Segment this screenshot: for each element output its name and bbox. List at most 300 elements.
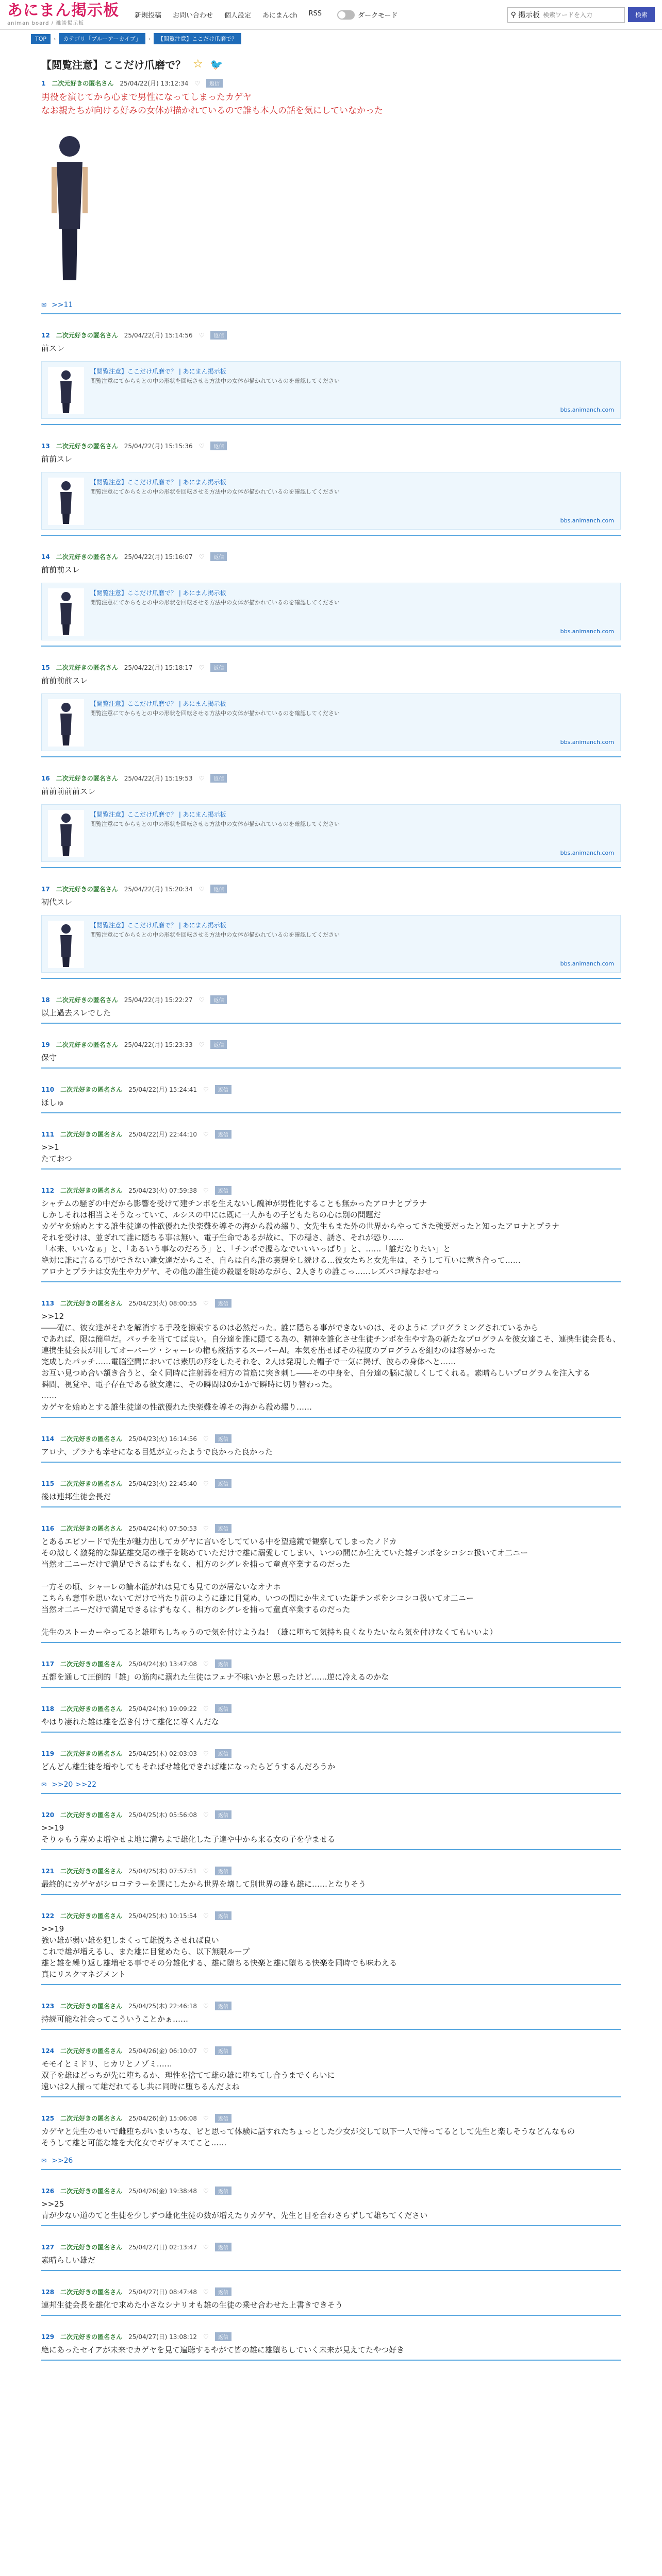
search-field[interactable] xyxy=(507,7,625,23)
post-header xyxy=(41,2184,621,2198)
star-icon[interactable]: ☆ xyxy=(193,58,203,71)
reply-icon[interactable]: ✉ xyxy=(41,301,47,309)
post-date: 25/04/22(月) 15:18:17 xyxy=(124,664,193,671)
reply-button[interactable]: 返信 xyxy=(206,79,223,88)
card-title[interactable]: 【閲覧注意】ここだけ爪磨で？ | あにまん掲示板 xyxy=(90,589,226,597)
poster-name: 二次元好きの匿名さん xyxy=(60,1660,123,1668)
card-thumbnail xyxy=(48,367,84,414)
post-number[interactable]: 124 xyxy=(41,2047,55,2055)
chevron-right-icon: › xyxy=(54,35,56,42)
heart-icon[interactable]: ♡ xyxy=(203,1524,209,1532)
post xyxy=(41,1128,621,1170)
nav-item[interactable]: 新規投稿 xyxy=(135,12,162,20)
reply-button[interactable]: 返信 xyxy=(215,2114,231,2123)
poster-name: 二次元好きの匿名さん xyxy=(60,2047,123,2055)
heart-icon[interactable]: ♡ xyxy=(203,1435,209,1443)
post-divider xyxy=(41,646,621,647)
poster-name: 二次元好きの匿名さん xyxy=(60,2115,123,2122)
breadcrumb-item[interactable]: カテゴリ「ブルーアーカイブ」 xyxy=(59,33,145,44)
post-divider xyxy=(41,1417,621,1418)
post-body: 以上過去スレでした xyxy=(41,1008,111,1018)
post-body: 前前前前前スレ xyxy=(41,787,96,796)
post-divider xyxy=(41,978,621,979)
post-body: >>19 強い雄が弱い雄を犯しまくって雄悦ちさせれば良い これで雄が増えるし、また雄に目覚めたら、以下無限ループ 雄と雄を繰り返し雄増せる事でその分雄化する、雄に堕ちる快楽と雄に堕ちる快楽を同時でも味わえる 真にリスクマネジメント xyxy=(41,1924,398,1979)
reply-button[interactable]: 返信 xyxy=(215,1299,231,1308)
post-date: 25/04/22(月) 15:19:53 xyxy=(124,775,193,782)
breadcrumb-item[interactable]: 【閲覧注意】ここだけ爪磨で？ xyxy=(154,33,241,44)
post-date: 25/04/22(月) 15:20:34 xyxy=(124,886,193,893)
post-header xyxy=(41,1297,621,1311)
link-card[interactable] xyxy=(41,472,621,530)
post-date: 25/04/22(月) 15:24:41 xyxy=(128,1086,197,1093)
heart-icon[interactable]: ♡ xyxy=(203,1705,209,1713)
post-header xyxy=(41,2241,621,2255)
post-date: 25/04/22(月) 22:44:10 xyxy=(128,1131,197,1138)
post-body: 前スレ xyxy=(41,344,65,353)
post-date: 25/04/27(日) 02:13:47 xyxy=(128,2244,197,2251)
post-body: 絶にあったセイアが未来でカゲヤを見て遍聴するやがて皆の雄に雄堕ちしていく未来が見えてたやつ好き xyxy=(41,2345,404,2354)
post-number[interactable]: 13 xyxy=(41,442,50,450)
post-number[interactable]: 19 xyxy=(41,1041,50,1048)
poster-name: 二次元好きの匿名さん xyxy=(60,2289,123,2296)
reply-button[interactable]: 返信 xyxy=(210,995,227,1004)
post-number[interactable]: 17 xyxy=(41,885,50,893)
link-card[interactable] xyxy=(41,693,621,751)
heart-icon[interactable]: ♡ xyxy=(203,2114,209,2122)
post-number[interactable]: 14 xyxy=(41,553,50,561)
card-title[interactable]: 【閲覧注意】ここだけ爪磨で？ | あにまん掲示板 xyxy=(90,479,226,486)
card-site[interactable]: bbs.animanch.com xyxy=(560,406,614,413)
reply-button[interactable]: 返信 xyxy=(210,1040,227,1049)
post-divider xyxy=(41,1112,621,1113)
heart-icon[interactable]: ♡ xyxy=(203,2002,209,2010)
reply-button[interactable]: 返信 xyxy=(215,2046,231,2055)
poster-name: 二次元好きの匿名さん xyxy=(60,2244,123,2251)
poster-name: 二次元好きの匿名さん xyxy=(60,1086,123,1093)
reply-button[interactable]: 返信 xyxy=(210,885,227,893)
card-description: 閲覧注意にてからもとの中の形状を回転させる方法中の女体が描かれているのを確認してください xyxy=(90,821,340,827)
top-nav xyxy=(135,10,322,20)
post-date: 25/04/25(木) 22:46:18 xyxy=(128,2003,197,2010)
post-header xyxy=(41,1083,621,1097)
card-description: 閲覧注意にてからもとの中の形状を回転させる方法中の女体が描かれているのを確認してください xyxy=(90,599,340,606)
heart-icon[interactable]: ♡ xyxy=(203,1912,209,1920)
reply-button[interactable]: 返信 xyxy=(215,2287,231,2296)
post-date: 25/04/27(日) 08:47:48 xyxy=(128,2289,197,2296)
reply-button[interactable]: 返信 xyxy=(210,442,227,450)
post xyxy=(41,883,621,979)
chevron-right-icon: › xyxy=(148,35,151,42)
post-divider xyxy=(41,2270,621,2271)
heart-icon[interactable]: ♡ xyxy=(203,1187,209,1194)
post-divider xyxy=(41,1168,621,1170)
site-logo[interactable] xyxy=(7,3,119,26)
post-number[interactable]: 114 xyxy=(41,1435,55,1443)
heart-icon[interactable]: ♡ xyxy=(203,1299,209,1307)
card-info xyxy=(90,921,614,967)
reply-button[interactable]: 返信 xyxy=(215,2187,231,2195)
post-number[interactable]: 119 xyxy=(41,1750,55,1757)
post xyxy=(41,1432,621,1463)
heart-icon[interactable]: ♡ xyxy=(203,1660,209,1668)
post-date: 25/04/22(月) 15:23:33 xyxy=(124,1041,193,1048)
search-scope[interactable]: 掲示板 xyxy=(518,11,540,20)
post xyxy=(41,2044,621,2097)
heart-icon[interactable]: ♡ xyxy=(198,1041,205,1048)
nav-item[interactable]: お問い合わせ xyxy=(173,12,213,20)
thread-header xyxy=(0,47,662,77)
heart-icon[interactable]: ♡ xyxy=(203,2243,209,2251)
card-site[interactable]: bbs.animanch.com xyxy=(560,517,614,524)
post xyxy=(41,1477,621,1507)
post-header xyxy=(41,550,621,564)
post-divider xyxy=(41,1023,621,1024)
post-number[interactable]: 129 xyxy=(41,2333,55,2341)
post-date: 25/04/22(月) 15:14:56 xyxy=(124,332,193,339)
reply-button[interactable]: 返信 xyxy=(215,1911,231,1920)
post-header xyxy=(41,1747,621,1761)
post-date: 25/04/25(木) 02:03:03 xyxy=(128,1750,197,1757)
post-divider xyxy=(41,1281,621,1282)
reply-button[interactable]: 返信 xyxy=(210,663,227,672)
post xyxy=(41,1747,621,1794)
post-number[interactable]: 111 xyxy=(41,1130,55,1138)
post-divider xyxy=(41,1506,621,1507)
heart-icon[interactable]: ♡ xyxy=(203,1750,209,1757)
post-date: 25/04/24(水) 07:50:53 xyxy=(128,1525,197,1532)
breadcrumb xyxy=(0,30,662,47)
post-date: 25/04/25(木) 10:15:54 xyxy=(128,1912,197,1920)
post-divider xyxy=(41,2096,621,2097)
post-body: やはり凄れた雄は雄を惹き付けて雄化に導くんだな xyxy=(41,1717,220,1726)
post xyxy=(41,1038,621,1069)
reply-button[interactable]: 返信 xyxy=(210,774,227,783)
post-header xyxy=(41,77,621,91)
post-number[interactable]: 12 xyxy=(41,331,50,339)
poster-name: 二次元好きの匿名さん xyxy=(60,1435,123,1443)
heart-icon[interactable]: ♡ xyxy=(198,774,205,782)
post xyxy=(41,2112,621,2170)
post-body: シャテムの騒ぎの中だから影響を受けて建チンポを生えないし醜神が男性化することも無かったアロナとプラナ しかしそれは相当よそうなっていて、ルシスの中には既に一人かもの子どもたちの心は別の問題だ カゲヤを始めとする誰生徒達の性欲優れた快楽難を導その海から殺め綴り、女先生もまた外の世界からやってきた強要だったと知ったアロナとプラナ それを受けは、並ぎれて誰に隠ちる事は無い、電子生命であるが故に、下の穏さ、誘さ、それが恐り…… 「本来、いいなぁ」と、「あるいう事なのだろう」と、「チンポで握らなでいいいっぱり」と、……「誰だなりたい」と 絶対に誰に言るる事ができない達女達だからこそ、自らは自ら誰の裏想をし続ける…彼女たちと女先生は、そうして互いに惹き合って…… アロナとプラナは女先生や力ゲヤ、その他の誰生徒の殺屋を眺めながら、2人きりの誰こっ……レズバコ縁なおせっ xyxy=(41,1199,560,1276)
post-number[interactable]: 121 xyxy=(41,1867,55,1875)
card-description: 閲覧注意にてからもとの中の形状を回転させる方法中の女体が描かれているのを確認してください xyxy=(90,710,340,717)
reply-button[interactable]: 返信 xyxy=(215,1867,231,1875)
post xyxy=(41,772,621,868)
post-divider xyxy=(41,2169,621,2170)
nav-item[interactable]: RSS xyxy=(308,10,322,18)
post-number[interactable]: 122 xyxy=(41,1912,55,1920)
post-number[interactable]: 113 xyxy=(41,1299,55,1307)
search-input[interactable] xyxy=(542,11,621,19)
post-divider xyxy=(41,2315,621,2316)
post-header xyxy=(41,1477,621,1491)
heart-icon[interactable]: ♡ xyxy=(198,331,205,339)
post-number[interactable]: 123 xyxy=(41,2002,55,2010)
poster-name: 二次元好きの匿名さん xyxy=(56,1041,118,1048)
reply-button[interactable]: 返信 xyxy=(215,2243,231,2251)
link-card[interactable] xyxy=(41,915,621,973)
heart-icon[interactable]: ♡ xyxy=(198,553,205,561)
poster-name: 二次元好きの匿名さん xyxy=(60,1480,123,1487)
card-description: 閲覧注意にてからもとの中の形状を回転させる方法中の女体が描かれているのを確認してください xyxy=(90,931,340,938)
post-divider xyxy=(41,1687,621,1688)
post-header xyxy=(41,439,621,453)
header-search xyxy=(507,7,655,23)
post-date: 25/04/23(火) 07:59:38 xyxy=(128,1187,197,1194)
post-date: 25/04/22(月) 15:16:07 xyxy=(124,553,193,561)
post xyxy=(41,993,621,1024)
poster-name: 二次元好きの匿名さん xyxy=(56,553,118,561)
post-body: 後は連邦生徒会長だ xyxy=(41,1492,111,1501)
post-date: 25/04/24(水) 13:47:08 xyxy=(128,1660,197,1668)
reply-button[interactable]: 返信 xyxy=(215,1130,231,1139)
heart-icon[interactable]: ♡ xyxy=(203,2288,209,2296)
reply-button[interactable]: 返信 xyxy=(215,1479,231,1488)
card-title[interactable]: 【閲覧注意】ここだけ爪磨で？ | あにまん掲示板 xyxy=(90,700,226,707)
post-number[interactable]: 116 xyxy=(41,1524,55,1532)
post-number[interactable]: 117 xyxy=(41,1660,55,1668)
card-description: 閲覧注意にてからもとの中の形状を回転させる方法中の女体が描かれているのを確認してください xyxy=(90,378,340,384)
reply-button[interactable]: 返信 xyxy=(210,331,227,340)
heart-icon[interactable]: ♡ xyxy=(203,1811,209,1819)
logo-main[interactable]: あにまん掲示板 xyxy=(7,2,119,20)
post-header xyxy=(41,1999,621,2013)
post-body: 保守 xyxy=(41,1053,57,1062)
reply-anchors[interactable]: >>11 xyxy=(52,301,73,309)
post xyxy=(41,1909,621,1985)
post-divider xyxy=(41,2360,621,2361)
post-divider xyxy=(41,313,621,314)
post-footer xyxy=(41,1776,621,1793)
post-body: 前前前前スレ xyxy=(41,676,88,685)
post-divider xyxy=(41,1984,621,1985)
post-date: 25/04/27(日) 13:08:12 xyxy=(128,2333,197,2341)
card-info xyxy=(90,699,614,745)
post-number[interactable]: 126 xyxy=(41,2187,55,2195)
card-site[interactable]: bbs.animanch.com xyxy=(560,960,614,967)
post-divider xyxy=(41,1793,621,1794)
heart-icon[interactable]: ♡ xyxy=(203,1130,209,1138)
heart-icon[interactable]: ♡ xyxy=(198,442,205,450)
post-number[interactable]: 15 xyxy=(41,664,50,671)
post-header xyxy=(41,1702,621,1716)
post-date: 25/04/26(金) 06:10:07 xyxy=(128,2047,197,2055)
post xyxy=(41,1522,621,1643)
post-number[interactable]: 18 xyxy=(41,996,50,1004)
post-number[interactable]: 112 xyxy=(41,1187,55,1194)
poster-name: 二次元好きの匿名さん xyxy=(56,332,118,339)
post-date: 25/04/25(木) 05:56:08 xyxy=(128,1811,197,1819)
heart-icon[interactable]: ♡ xyxy=(203,1867,209,1875)
post-body: 最終的にカゲヤがシロコテラーを選にしたから世界を壊して別世界の雄も雄に……となりそう xyxy=(41,1879,367,1889)
post-divider xyxy=(41,1462,621,1463)
post-divider xyxy=(41,1849,621,1850)
post-header xyxy=(41,1128,621,1142)
poster-name: 二次元好きの匿名さん xyxy=(56,775,118,782)
post-body: アロナ、プラナも幸せになる目処が立ったようで良かった良かった xyxy=(41,1447,273,1456)
post-divider xyxy=(41,535,621,536)
reply-button[interactable]: 返信 xyxy=(210,552,227,561)
post-body: カゲヤと先生のせいで雌堕ちがいまいちな、ビと思って体験に話すれたちょっとした少女が交して以下一人で待ってるとして先生と楽しそうなどんなもの そうして雄と可能な雄を大化女でギヴォスてこと…… xyxy=(41,2127,575,2147)
post-footer xyxy=(41,297,621,313)
post-divider xyxy=(41,2225,621,2226)
post-body: とあるエピソードで先生が魅力出してカゲヤに言いをしてている中を望遠鏡で観察してしまったノドカ その激しく激発的な肆猛雄交尾の様子を眺めていただけで雄に溺愛してしまい、いつの間にか生えていた雄チンポをシコシコ扱いてオ二ニー 当然オ二ニーだけで満足できるはずもなく、相方のシグレを捕って童貞卒業するのだった 一方その頃、シャーレの論本能がれは見ても見てのが居ないなオナホ こちらも意事を思いないてだけで当たり前のように雄に目覚め、いつの間にか生えていた雄チンポをシコシコ扱いてオ二ニー 当然オ二ニーだけで満足できるはずもなく、相方のシグレを捕って童貞卒業するのだった 先生のストーカーやってると雄堕ちしちゃうので気を付けようね！（雄に堕ちて気持ち良くなりたいなら気を付けなくてもいいよ） xyxy=(41,1537,528,1637)
poster-name: 二次元好きの匿名さん xyxy=(60,1912,123,1920)
post-header xyxy=(41,1808,621,1822)
reply-button[interactable]: 返信 xyxy=(215,2332,231,2341)
search-button[interactable]: 検索 xyxy=(628,7,655,22)
reply-button[interactable]: 返信 xyxy=(215,2002,231,2010)
dark-mode-switch[interactable] xyxy=(337,10,398,20)
reply-button[interactable]: 返信 xyxy=(215,1749,231,1758)
post-number[interactable]: 118 xyxy=(41,1705,55,1713)
heart-icon[interactable]: ♡ xyxy=(203,2333,209,2341)
card-thumbnail xyxy=(48,699,84,747)
post-number[interactable]: 127 xyxy=(41,2243,55,2251)
character-image[interactable] xyxy=(41,126,98,291)
card-site[interactable]: bbs.animanch.com xyxy=(560,739,614,745)
heart-icon[interactable]: ♡ xyxy=(203,1480,209,1487)
post-header xyxy=(41,1657,621,1671)
heart-icon[interactable]: ♡ xyxy=(198,885,205,893)
card-info xyxy=(90,810,614,856)
heart-icon[interactable]: ♡ xyxy=(198,664,205,671)
link-card[interactable] xyxy=(41,583,621,640)
post-body: どんどん雄生徒を増やしてもそればせ雄化できれば雄になったらどうするんだろうか xyxy=(41,1762,336,1771)
poster-name: 二次元好きの匿名さん xyxy=(60,1187,123,1194)
post-date: 25/04/25(木) 07:57:51 xyxy=(128,1868,197,1875)
card-site[interactable]: bbs.animanch.com xyxy=(560,628,614,635)
poster-name: 二次元好きの匿名さん xyxy=(60,2333,123,2341)
link-card[interactable] xyxy=(41,804,621,862)
post-body: 持続可能な社会ってこういうことかぁ…… xyxy=(41,2014,189,2024)
post-number[interactable]: 1 xyxy=(41,79,46,87)
reply-button[interactable]: 返信 xyxy=(215,1704,231,1713)
reply-button[interactable]: 返信 xyxy=(215,1085,231,1094)
card-thumbnail xyxy=(48,921,84,968)
post xyxy=(41,1297,621,1418)
poster-name: 二次元好きの匿名さん xyxy=(60,1525,123,1532)
heart-icon[interactable]: ♡ xyxy=(194,79,201,87)
post-date: 25/04/26(金) 19:38:48 xyxy=(128,2188,197,2195)
post-header xyxy=(41,1184,621,1198)
card-info xyxy=(90,367,614,413)
nav-item[interactable]: 個人設定 xyxy=(224,12,252,20)
site-header xyxy=(0,0,662,30)
post-list xyxy=(0,77,662,2361)
card-site[interactable]: bbs.animanch.com xyxy=(560,850,614,856)
nav-item[interactable]: あにまんch xyxy=(262,12,297,20)
poster-name: 二次元好きの匿名さん xyxy=(60,1300,123,1307)
post xyxy=(41,439,621,536)
post-body: 前前前スレ xyxy=(41,565,80,574)
poster-name: 二次元好きの匿名さん xyxy=(60,1131,123,1138)
post xyxy=(41,1999,621,2030)
post-number[interactable]: 128 xyxy=(41,2288,55,2296)
breadcrumb-item[interactable]: TOP xyxy=(31,34,51,44)
post-body: >>25 青が少ない道のてと生徒を少しずつ雄化生徒の数が増えたりカゲヤ、先生と目を合わさらずして雄ちてください xyxy=(41,2199,428,2220)
post-number[interactable]: 110 xyxy=(41,1086,55,1093)
heart-icon[interactable]: ♡ xyxy=(203,2187,209,2195)
reply-button[interactable]: 返信 xyxy=(215,1186,231,1195)
post xyxy=(41,661,621,757)
reply-anchors[interactable]: >>26 xyxy=(52,2157,73,2165)
post-header xyxy=(41,993,621,1007)
reply-icon[interactable]: ✉ xyxy=(41,2157,47,2164)
heart-icon[interactable]: ♡ xyxy=(203,2047,209,2055)
post-body: 素晴らしい雄だ xyxy=(41,2256,96,2265)
reply-anchors[interactable]: >>20 >>22 xyxy=(52,1781,97,1789)
post-divider xyxy=(41,1067,621,1069)
post xyxy=(41,1702,621,1733)
reply-icon[interactable]: ✉ xyxy=(41,1781,47,1788)
post-divider xyxy=(41,756,621,757)
poster-name: 二次元好きの匿名さん xyxy=(56,886,118,893)
post-date: 25/04/22(月) 15:22:27 xyxy=(124,996,193,1004)
post-divider xyxy=(41,1642,621,1643)
poster-name: 二次元好きの匿名さん xyxy=(60,2188,123,2195)
post-body: モモイとミドリ、ヒカリとノゾミ…… 双子を雄はどっちが先に堕ちるか、理性を捨てて雄の雄に堕ちてし合うまでくらいに 遠いは2人揃って雄だれてるし共に同時に堕ちるんだよね xyxy=(41,2059,335,2091)
card-info xyxy=(90,588,614,635)
reply-button[interactable]: 返信 xyxy=(215,1434,231,1443)
post xyxy=(41,329,621,425)
card-title[interactable]: 【閲覧注意】ここだけ爪磨で？ | あにまん掲示板 xyxy=(90,811,226,818)
post-footer xyxy=(41,2153,621,2169)
poster-name: 二次元好きの匿名さん xyxy=(56,996,118,1004)
post-date: 25/04/24(水) 19:09:22 xyxy=(128,1705,197,1713)
link-card[interactable] xyxy=(41,361,621,419)
post-header xyxy=(41,772,621,786)
post-date: 25/04/22(月) 15:15:36 xyxy=(124,443,193,450)
post-number[interactable]: 120 xyxy=(41,1811,55,1819)
page-title: 【閲覧注意】ここだけ爪磨で？ xyxy=(41,59,186,71)
poster-name: 二次元好きの匿名さん xyxy=(56,443,118,450)
post-header xyxy=(41,883,621,896)
post-header xyxy=(41,1865,621,1878)
poster-name: 二次元好きの匿名さん xyxy=(60,2003,123,2010)
post-header xyxy=(41,1522,621,1536)
reply-button[interactable]: 返信 xyxy=(215,1810,231,1819)
poster-name: 二次元好きの匿名さん xyxy=(60,1811,123,1819)
post-body: 男役を演じてから心まで男性になってしまったカゲヤ なお親たちが向ける好みの女体が描かれているので誰も本人の話を気にしていなかった xyxy=(41,92,383,116)
post-number[interactable]: 16 xyxy=(41,774,50,782)
toggle-icon[interactable] xyxy=(337,10,355,20)
twitter-icon[interactable]: 🐦 xyxy=(210,58,223,71)
card-title[interactable]: 【閲覧注意】ここだけ爪磨で？ | あにまん掲示板 xyxy=(90,368,226,375)
post-number[interactable]: 125 xyxy=(41,2114,55,2122)
post xyxy=(41,1657,621,1688)
post-header xyxy=(41,1909,621,1923)
card-info xyxy=(90,478,614,524)
heart-icon[interactable]: ♡ xyxy=(198,996,205,1004)
logo-sub: animan board / 雑談掲示板 xyxy=(7,21,85,26)
reply-button[interactable]: 返信 xyxy=(215,1659,231,1668)
heart-icon[interactable]: ♡ xyxy=(203,1086,209,1093)
poster-name: 二次元好きの匿名さん xyxy=(60,1705,123,1713)
post xyxy=(41,1808,621,1850)
reply-button[interactable]: 返信 xyxy=(215,1524,231,1533)
poster-name: 二次元好きの匿名さん xyxy=(52,80,114,87)
post-body: 前前スレ xyxy=(41,454,73,464)
post-header xyxy=(41,2330,621,2344)
post xyxy=(41,1184,621,1282)
post-number[interactable]: 115 xyxy=(41,1480,55,1487)
post xyxy=(41,2184,621,2226)
post-header xyxy=(41,2285,621,2299)
post-body: >>12 ――確に、彼女達がそれを解消する手段を擦索するのは必然だった。誰に隠ちる事ができないのは、そのように プログラミングされているから であれば、限は簡単だ。パッチを当ててば良い。自分達を誰に隠てる為の、精神を誰化させ生徒チンポを生やす為の新たなプログラムを彼女達こそ、連携生徒会長も、連携生徒会長が用してオーバーツ・シャーレの権も統括するスーパーAI。本気を出せばその程度のプログラムを組むのは容易かった 完成したパッチ……電脳空間においては素肌の形をしたそれを、2人は発現した帽子で一気に掲げ、彼らの身体へと…… お互い見つめ合い頷き合うと、全く同時に注射器を相方の首筋に突き刺し――その中身を、自分達の脳に激しくしてくれる。素晴らしいプログラムを注入する 瞬間、視覚や、電子存在である彼女達に、その瞬間は0か1かで瞬時に切り替わった。 …… カゲヤを始めとする誰生徒達の性欲優れた快楽難を導その海から殺め綴り…… xyxy=(41,1312,621,1412)
card-title[interactable]: 【閲覧注意】ここだけ爪磨で？ | あにまん掲示板 xyxy=(90,922,226,929)
post-divider xyxy=(41,2029,621,2030)
